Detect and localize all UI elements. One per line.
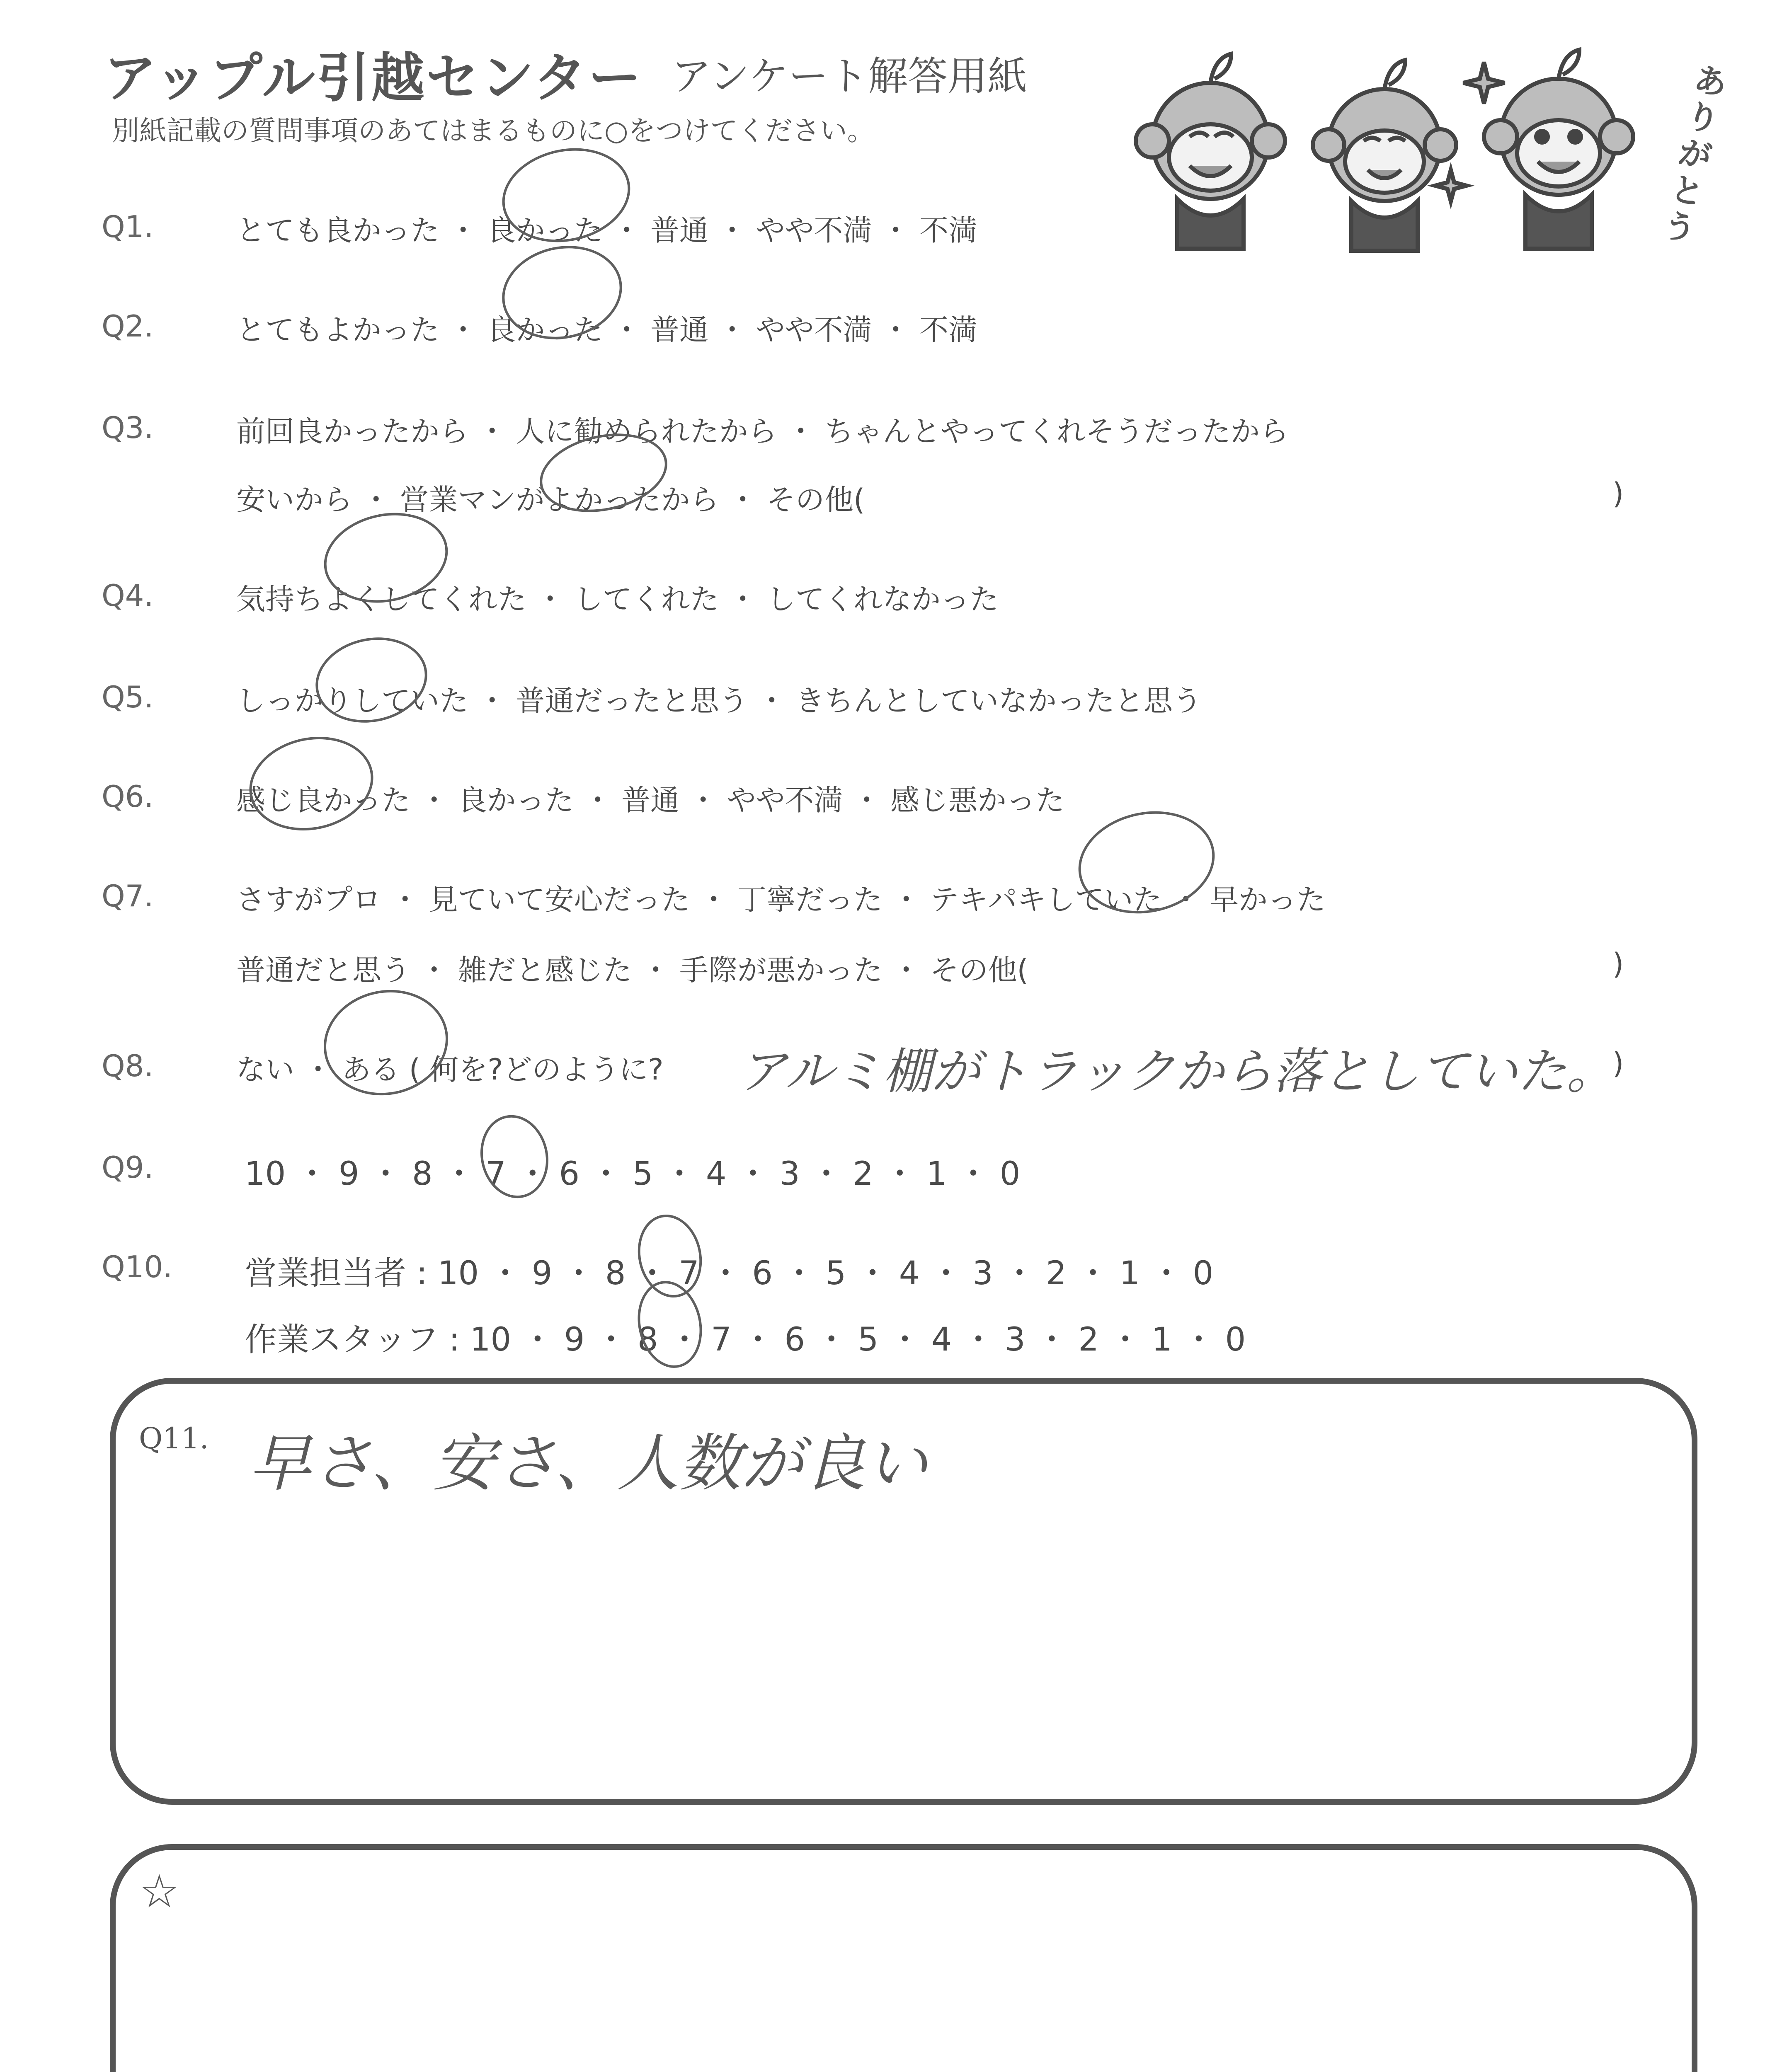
q9-scale: 10 ・ 9 ・ 8 ・ 7 ・ 6 ・ 5 ・ 4 ・ 3 ・ 2 ・ 1 ・ 0 <box>245 1155 1021 1193</box>
free-comment-box <box>110 1844 1697 2072</box>
q8-options: ない ・ ある ( 何を?どのように? <box>236 1053 664 1087</box>
q3-options-line1: 前回良かったから ・ 人に勧められたから ・ ちゃんとやってくれそうだったから <box>236 414 1289 448</box>
q5-options: しっかりしていた ・ 普通だったと思う ・ きちんとしていなかったと思う <box>236 684 1202 718</box>
q8-label: Q8. <box>102 1048 154 1083</box>
page-title: アップル引越センター <box>104 47 643 109</box>
q6-options: 感じ良かった ・ 良かった ・ 普通 ・ やや不満 ・ 感じ悪かった <box>236 783 1065 817</box>
instruction-text: 別紙記載の質問事項のあてはまるものに○をつけてください。 <box>112 115 875 147</box>
q4-options: 気持ちよくしてくれた ・ してくれた ・ してくれなかった <box>236 582 999 616</box>
q10-staff-scale: 作業スタッフ : 10 ・ 9 ・ 8 ・ 7 ・ 6 ・ 5 ・ 4 ・ 3 ・ 2 ・ 1 ・ 0 <box>245 1321 1246 1358</box>
q11-handwritten-answer: 早さ、安さ、人数が良い <box>249 1428 928 1500</box>
q3-label: Q3. <box>102 410 154 445</box>
q1-label: Q1. <box>102 209 154 244</box>
page-subtitle: アンケート解答用紙 <box>672 53 1028 99</box>
q11-label: Q11. <box>139 1421 209 1455</box>
q7-options-line2: 普通だと思う ・ 雑だと感じた ・ 手際が悪かった ・ その他( <box>236 953 1028 987</box>
q4-label: Q4. <box>102 578 154 613</box>
q3-options-line2: 安いから ・ 営業マンがよかったから ・ その他( <box>236 483 865 517</box>
q9-label: Q9. <box>102 1150 154 1185</box>
q10-label: Q10. <box>102 1249 173 1284</box>
q7-options-line1: さすがプロ ・ 見ていて安心だった ・ 丁寧だった ・ テキパキしていた ・ 早かった <box>236 883 1326 917</box>
q1-options: とても良かった ・ 良かった ・ 普通 ・ やや不満 ・ 不満 <box>236 213 978 247</box>
q3-other-close: ) <box>1612 477 1624 511</box>
q6-label: Q6. <box>102 779 154 814</box>
q6-answer-circle <box>240 726 382 842</box>
monkey-mascots-illustration <box>1119 33 1691 265</box>
q8-close: ) <box>1612 1046 1624 1080</box>
q7-other-close: ) <box>1612 947 1624 981</box>
q8-handwritten-answer: アルミ棚がトラックから落としていた。 <box>738 1043 1615 1100</box>
q2-options: とてもよかった ・ 良かった ・ 普通 ・ やや不満 ・ 不満 <box>236 313 978 347</box>
q5-label: Q5. <box>102 680 154 714</box>
q2-label: Q2. <box>102 309 154 344</box>
star-label: ☆ <box>139 1865 180 1918</box>
q7-label: Q7. <box>102 879 154 913</box>
thanks-text: ありがとう <box>1660 60 1731 249</box>
q10-sales-scale: 営業担当者 : 10 ・ 9 ・ 8 ・ 7 ・ 6 ・ 5 ・ 4 ・ 3 ・ 2 ・ 1 ・ 0 <box>245 1255 1214 1292</box>
